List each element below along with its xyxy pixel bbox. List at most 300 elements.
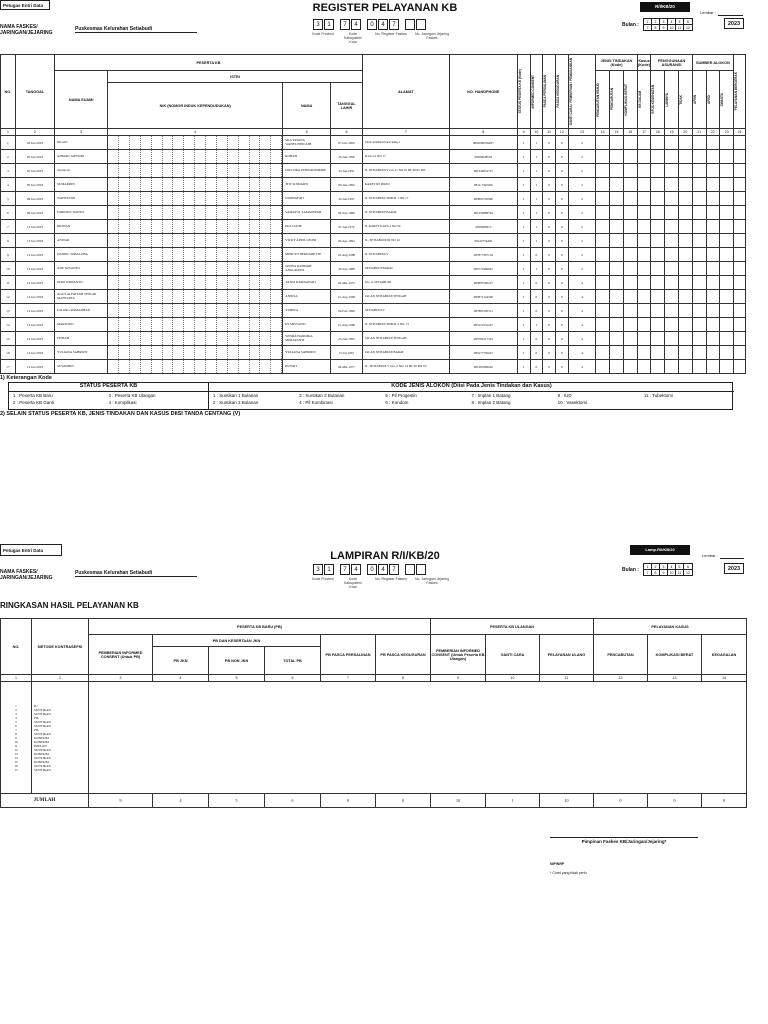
row-nik — [108, 136, 283, 150]
col-number: 24 — [734, 129, 746, 136]
month-cell: 1 — [644, 19, 652, 24]
row-status: 0 — [543, 276, 556, 290]
row-status: 0 — [543, 346, 556, 360]
alokon-item: 3 : Suntikan 3 Bulanan — [299, 393, 345, 398]
row-suami: SUMARDIN — [55, 178, 108, 192]
nik-digit — [130, 304, 141, 317]
row-empty-cell — [706, 220, 720, 234]
hdr-sub-sumber-1: APBD — [706, 94, 711, 105]
row-empty-cell — [734, 346, 746, 360]
nik-digit — [239, 276, 250, 289]
nik-digit — [119, 262, 130, 275]
nik-digit — [260, 346, 271, 359]
row-status: 1 — [517, 318, 530, 332]
row-empty-cell — [665, 164, 679, 178]
row-status: 0 — [555, 262, 568, 276]
col-number: 1 — [1, 129, 16, 136]
row-empty-cell — [637, 262, 651, 276]
bulan-grid-2 — [643, 563, 693, 576]
row-no: 6 — [1, 206, 16, 220]
table-row — [1, 248, 746, 262]
nik-digit — [108, 164, 119, 177]
ringkasan-title: RINGKASAN HASIL PELAYANAN KB — [0, 601, 139, 610]
row-empty-cell — [678, 360, 692, 374]
row-alamat: JL SETIABUDI BARAT — [362, 206, 449, 220]
nik-digit — [195, 318, 206, 331]
row-empty-cell — [596, 178, 610, 192]
digit: 4 — [351, 564, 361, 575]
row-status: 1 — [530, 164, 543, 178]
row-status: 1 — [530, 192, 543, 206]
row-empty-cell — [720, 136, 734, 150]
row-empty-cell — [665, 220, 679, 234]
nik-digit — [173, 234, 184, 247]
nik-digit — [184, 248, 195, 261]
nik-digit — [173, 150, 184, 163]
nik-digit — [239, 178, 250, 191]
method-no: 13 — [14, 751, 18, 756]
nik-digit — [152, 192, 163, 205]
col-number: 10 — [486, 675, 540, 682]
row-nik — [108, 290, 283, 304]
row-empty-cell — [610, 248, 624, 262]
nik-digit — [239, 332, 250, 345]
nik-digit — [163, 164, 174, 177]
digit: 7 — [389, 564, 399, 575]
row-status: 1 — [517, 206, 530, 220]
row-nama: ROHATI — [283, 150, 331, 164]
row-lahir: 23-Aug-1988 — [331, 248, 363, 262]
nik-digit — [206, 136, 217, 149]
row-status: 0 — [555, 360, 568, 374]
nik-cells — [108, 150, 282, 163]
row-empty-cell — [623, 206, 637, 220]
row-status: 1 — [517, 248, 530, 262]
row-empty-cell — [720, 164, 734, 178]
row-status: 0 — [555, 346, 568, 360]
row-empty-cell — [734, 164, 746, 178]
row-status: 1 — [517, 234, 530, 248]
nik-digit — [206, 206, 217, 219]
row-alamat: KARET RT 006/02 — [362, 178, 449, 192]
nik-digit — [130, 360, 141, 373]
nik-digit — [206, 276, 217, 289]
alokon-item: 9 : IUD — [557, 393, 572, 398]
row-hp: 0812-7390206 — [449, 178, 517, 192]
hdr2-pb-jkn-c: PB JKN — [153, 647, 209, 675]
nik-digit — [239, 346, 250, 359]
method-name: SUNTIKAN — [34, 763, 51, 768]
row-empty-cell — [665, 318, 679, 332]
row-jenis: 2 — [568, 206, 596, 220]
row-empty-cell — [720, 360, 734, 374]
month-cell: 1 — [644, 564, 652, 569]
nik-digit — [228, 150, 239, 163]
nik-digit — [152, 234, 163, 247]
nik-digit — [152, 262, 163, 275]
row-empty-cell — [706, 164, 720, 178]
row-status: 1 — [517, 304, 530, 318]
bulan-label: Bulan : — [622, 22, 639, 28]
row-empty-cell — [678, 346, 692, 360]
nik-digit — [217, 234, 228, 247]
row-jenis: 2 — [568, 178, 596, 192]
row-empty-cell — [596, 318, 610, 332]
nik-digit — [260, 178, 271, 191]
row-empty-cell — [623, 178, 637, 192]
nik-digit — [250, 318, 261, 331]
col-number: 3 — [89, 675, 153, 682]
row-suami: MARTONO — [55, 318, 108, 332]
row-empty-cell — [596, 164, 610, 178]
hdr-pasca-guguran: PASCA KEGUGURAN — [555, 75, 560, 108]
nik-digit — [141, 346, 152, 359]
nik-digit — [195, 360, 206, 373]
nik-digit — [163, 178, 174, 191]
nik-digit — [217, 262, 228, 275]
row-suami: EDDI WIDIANTO — [55, 276, 108, 290]
nik-cells — [108, 304, 282, 317]
nik-digit — [152, 164, 163, 177]
row-empty-cell — [665, 304, 679, 318]
row-nama: SKA TRIANA WAHYUNINGSIH — [283, 136, 331, 150]
hdr2-pb-jkn: PB DAN KESERTAAN JKN — [153, 635, 321, 647]
row-empty-cell — [692, 206, 706, 220]
method-no: 5 — [15, 719, 17, 724]
row-empty-cell — [734, 332, 746, 346]
row-status: 1 — [530, 136, 543, 150]
nik-digit — [228, 346, 239, 359]
row-no: 9 — [1, 248, 16, 262]
row-status: 1 — [530, 150, 543, 164]
nik-digit — [130, 136, 141, 149]
row-empty-cell — [706, 178, 720, 192]
row-status: 0 — [530, 276, 543, 290]
register-table — [0, 54, 746, 374]
row-status: 0 — [543, 234, 556, 248]
nik-digit — [119, 360, 130, 373]
nik-digit — [152, 150, 163, 163]
nik-digit — [119, 290, 130, 303]
row-jenis: 4 — [568, 346, 596, 360]
nik-digit — [119, 318, 130, 331]
col-number: 23 — [720, 129, 734, 136]
row-empty-cell — [720, 206, 734, 220]
nik-digit — [108, 332, 119, 345]
nik-digit — [250, 234, 261, 247]
row-hp: 085872144560 — [449, 290, 517, 304]
row-empty-cell — [637, 304, 651, 318]
row-empty-cell — [651, 332, 665, 346]
row-nik — [108, 248, 283, 262]
row-suami: ANWAR — [55, 234, 108, 248]
row-empty-cell — [706, 360, 720, 374]
row-nama: IRO CIANE — [283, 220, 331, 234]
jumlah-total: 5 — [209, 794, 265, 808]
nik-digit — [260, 234, 271, 247]
row-empty-cell — [678, 136, 692, 150]
faskes-value-2: Puskesmas Kelurahan Setiabudi — [75, 570, 197, 577]
row-status: 1 — [530, 178, 543, 192]
row-nama: SAMATUL SAMANIYAH — [283, 206, 331, 220]
row-empty-cell — [734, 318, 746, 332]
nik-digit — [163, 220, 174, 233]
nik-digit — [228, 192, 239, 205]
row-empty-cell — [665, 262, 679, 276]
status-item: 2 : Peserta KB Ganti — [13, 400, 55, 405]
method-no: 2 — [15, 707, 17, 712]
nik-digit — [141, 192, 152, 205]
nik-digit — [119, 164, 130, 177]
row-status: 0 — [543, 332, 556, 346]
row-no: 1 — [1, 136, 16, 150]
nik-digit — [141, 332, 152, 345]
nik-digit — [271, 332, 282, 345]
method-name: SUNTIKAN — [34, 747, 51, 752]
nik-digit — [250, 206, 261, 219]
col-number: 16 — [623, 129, 637, 136]
row-status: 0 — [543, 248, 556, 262]
row-empty-cell — [734, 262, 746, 276]
method-no: 16 — [14, 763, 18, 768]
nik-digit — [173, 136, 184, 149]
alokon-item: 10 : Vasektomi — [557, 400, 588, 405]
nik-digit — [239, 318, 250, 331]
nik-digit — [130, 150, 141, 163]
hdr-hp: NO. HANDPHONE — [449, 55, 517, 129]
nik-digit — [271, 178, 282, 191]
hdr-tgl-lahir: TANGGAL LAHIR — [331, 83, 363, 129]
hdr2-pb: PESERTA KB BARU (PB) — [89, 619, 431, 635]
row-empty-cell — [692, 332, 706, 346]
row-nama: NURHAYATI — [283, 192, 331, 206]
row-empty-cell — [720, 192, 734, 206]
row-suami: SUSADDIN — [55, 360, 108, 374]
row-suami: FITRAH — [55, 332, 108, 346]
row-lahir: 23-Jan-1991 — [331, 164, 363, 178]
method-no: 1 — [15, 703, 17, 708]
col-number: 5 — [209, 675, 265, 682]
row-tanggal: 14 Jun 2023 — [15, 332, 54, 346]
nik-digit — [239, 192, 250, 205]
nik-digit — [163, 346, 174, 359]
digit: 1 — [324, 19, 334, 30]
row-status: 1 — [517, 150, 530, 164]
row-empty-cell — [651, 150, 665, 164]
row-status: 0 — [543, 178, 556, 192]
nik-digit — [173, 164, 184, 177]
nik-digit — [195, 346, 206, 359]
nik-digit — [271, 318, 282, 331]
col-number: 9 — [517, 129, 530, 136]
lembar-label-2: Lembar : — [702, 553, 718, 558]
alokon-item: 11 : Tubektomi — [643, 393, 674, 398]
col-number: 7 — [321, 675, 376, 682]
month-cell: 12 — [686, 25, 690, 30]
col-number: 8 — [376, 675, 431, 682]
row-empty-cell — [706, 206, 720, 220]
row-hp: 08569648503 — [449, 150, 517, 164]
jumlah-total: 4 — [153, 794, 209, 808]
nik-digit — [250, 192, 261, 205]
row-no: 14 — [1, 318, 16, 332]
row-suami: AHMAD JAENURI — [55, 150, 108, 164]
nik-digit — [184, 290, 195, 303]
cap-prov: Kode Provinsi — [312, 32, 334, 36]
nik-digit — [130, 192, 141, 205]
hdr-sumber: SUMBER ALOKON — [692, 55, 733, 71]
row-alamat: SETIABUDI V — [362, 304, 449, 318]
row-empty-cell — [637, 206, 651, 220]
row-nik — [108, 234, 283, 248]
row-empty-cell — [678, 332, 692, 346]
nik-cells — [108, 178, 282, 191]
legend-box — [8, 382, 733, 410]
nik-digit — [108, 276, 119, 289]
nik-cells — [108, 248, 282, 261]
alokon-items — [209, 392, 734, 406]
alokon-legend — [209, 383, 734, 410]
row-jenis: 4 — [568, 360, 596, 374]
row-empty-cell — [623, 220, 637, 234]
row-empty-cell — [651, 290, 665, 304]
row-jenis: 4 — [568, 318, 596, 332]
nik-digit — [271, 234, 282, 247]
nik-digit — [108, 178, 119, 191]
row-empty-cell — [665, 192, 679, 206]
row-empty-cell — [706, 304, 720, 318]
month-cell: 10 — [668, 570, 676, 575]
nik-digit — [239, 206, 250, 219]
hdr-nama: NAMA — [283, 83, 331, 129]
row-jenis: 4 — [568, 304, 596, 318]
hdr2-komplikasi: KOMPLIKASI BERAT — [648, 635, 702, 675]
method-no: 7 — [15, 727, 17, 732]
row-empty-cell — [623, 262, 637, 276]
row-alamat: SETIABUDI BARAT — [362, 262, 449, 276]
row-lahir: 07-Oct-2000 — [331, 136, 363, 150]
nik-digit — [228, 164, 239, 177]
row-status: 0 — [543, 164, 556, 178]
hdr-suami: NAMA SUAMI — [55, 71, 108, 129]
row-empty-cell — [692, 192, 706, 206]
digit: 4 — [351, 19, 361, 30]
row-hp: 085277750627 — [449, 346, 517, 360]
row-no: 11 — [1, 276, 16, 290]
table-row — [1, 276, 746, 290]
row-no: 16 — [1, 346, 16, 360]
row-status: 0 — [530, 304, 543, 318]
row-lahir: 01-Jan-1976 — [331, 220, 363, 234]
row-empty-cell — [734, 150, 746, 164]
nik-digit — [217, 290, 228, 303]
row-status: 1 — [530, 318, 543, 332]
nik-digit — [152, 304, 163, 317]
nik-cells — [108, 318, 282, 331]
table-row — [1, 178, 746, 192]
month-cell: 9 — [660, 25, 668, 30]
nik-digit — [184, 318, 195, 331]
row-lahir: 26-Jun-1996 — [331, 150, 363, 164]
row-empty-cell — [706, 332, 720, 346]
method-name: PIL — [34, 727, 39, 732]
nik-digit — [184, 206, 195, 219]
row-status: 0 — [543, 220, 556, 234]
month-cell: 7 — [644, 570, 652, 575]
nik-digit — [163, 318, 174, 331]
row-empty-cell — [734, 206, 746, 220]
month-cell: 10 — [668, 25, 676, 30]
month-cell: 6 — [687, 564, 689, 569]
row-empty-cell — [692, 360, 706, 374]
nik-cells — [108, 206, 282, 219]
cap-kab: Kode Kabupaten/ Kota — [344, 32, 362, 44]
nik-digit — [184, 136, 195, 149]
table-row — [1, 234, 746, 248]
nik-digit — [271, 136, 282, 149]
petugas-box: Petugas Entri Data — [0, 0, 50, 10]
nik-digit — [206, 360, 217, 373]
row-hp: 0818689913 — [449, 220, 517, 234]
row-empty-cell — [651, 178, 665, 192]
row-tanggal: 09 Jun 2023 — [15, 192, 54, 206]
row-empty-cell — [610, 304, 624, 318]
nik-digit — [217, 150, 228, 163]
row-empty-cell — [637, 234, 651, 248]
hdr2-kegagalan: KEGAGALAN — [702, 635, 747, 675]
nik-digit — [250, 136, 261, 149]
digit: 7 — [340, 19, 350, 30]
row-status: 0 — [530, 346, 543, 360]
nik-digit — [173, 248, 184, 261]
nik-digit — [108, 136, 119, 149]
row-empty-cell — [596, 220, 610, 234]
row-empty-cell — [706, 262, 720, 276]
nik-digit — [163, 332, 174, 345]
month-cell: 7 — [644, 25, 652, 30]
hdr2-ulang: PELAYANAN ULANG — [540, 635, 594, 675]
hdr-tanggal: TANGGAL — [15, 55, 54, 129]
nik-digit — [152, 276, 163, 289]
row-tanggal: 09 Jun 2023 — [15, 206, 54, 220]
row-empty-cell — [623, 290, 637, 304]
method-no: 3 — [15, 711, 17, 716]
col-number: 6 — [265, 675, 321, 682]
nik-digit — [119, 136, 130, 149]
row-empty-cell — [720, 178, 734, 192]
row-alamat: Jalan setiabudi barat kang e — [362, 136, 449, 150]
nik-digit — [217, 318, 228, 331]
jumlah-total: 0 — [376, 794, 431, 808]
nik-digit — [173, 290, 184, 303]
cap-prov-2: Kode Provinsi — [312, 577, 334, 581]
row-status: 1 — [517, 346, 530, 360]
row-suami: RIDWAN — [55, 220, 108, 234]
nik-digit — [108, 248, 119, 261]
nik-digit — [217, 276, 228, 289]
hdr-alamat: ALAMAT — [362, 55, 449, 129]
nik-digit — [250, 360, 261, 373]
nik-digit — [141, 290, 152, 303]
month-cell: 5 — [676, 564, 684, 569]
row-status: 0 — [543, 290, 556, 304]
year-box-2: 2023 — [724, 563, 744, 574]
row-empty-cell — [734, 136, 746, 150]
row-jenis: 2 — [568, 192, 596, 206]
method-name: SUNTIKAN — [34, 767, 51, 772]
row-empty-cell — [720, 248, 734, 262]
row-empty-cell — [596, 206, 610, 220]
